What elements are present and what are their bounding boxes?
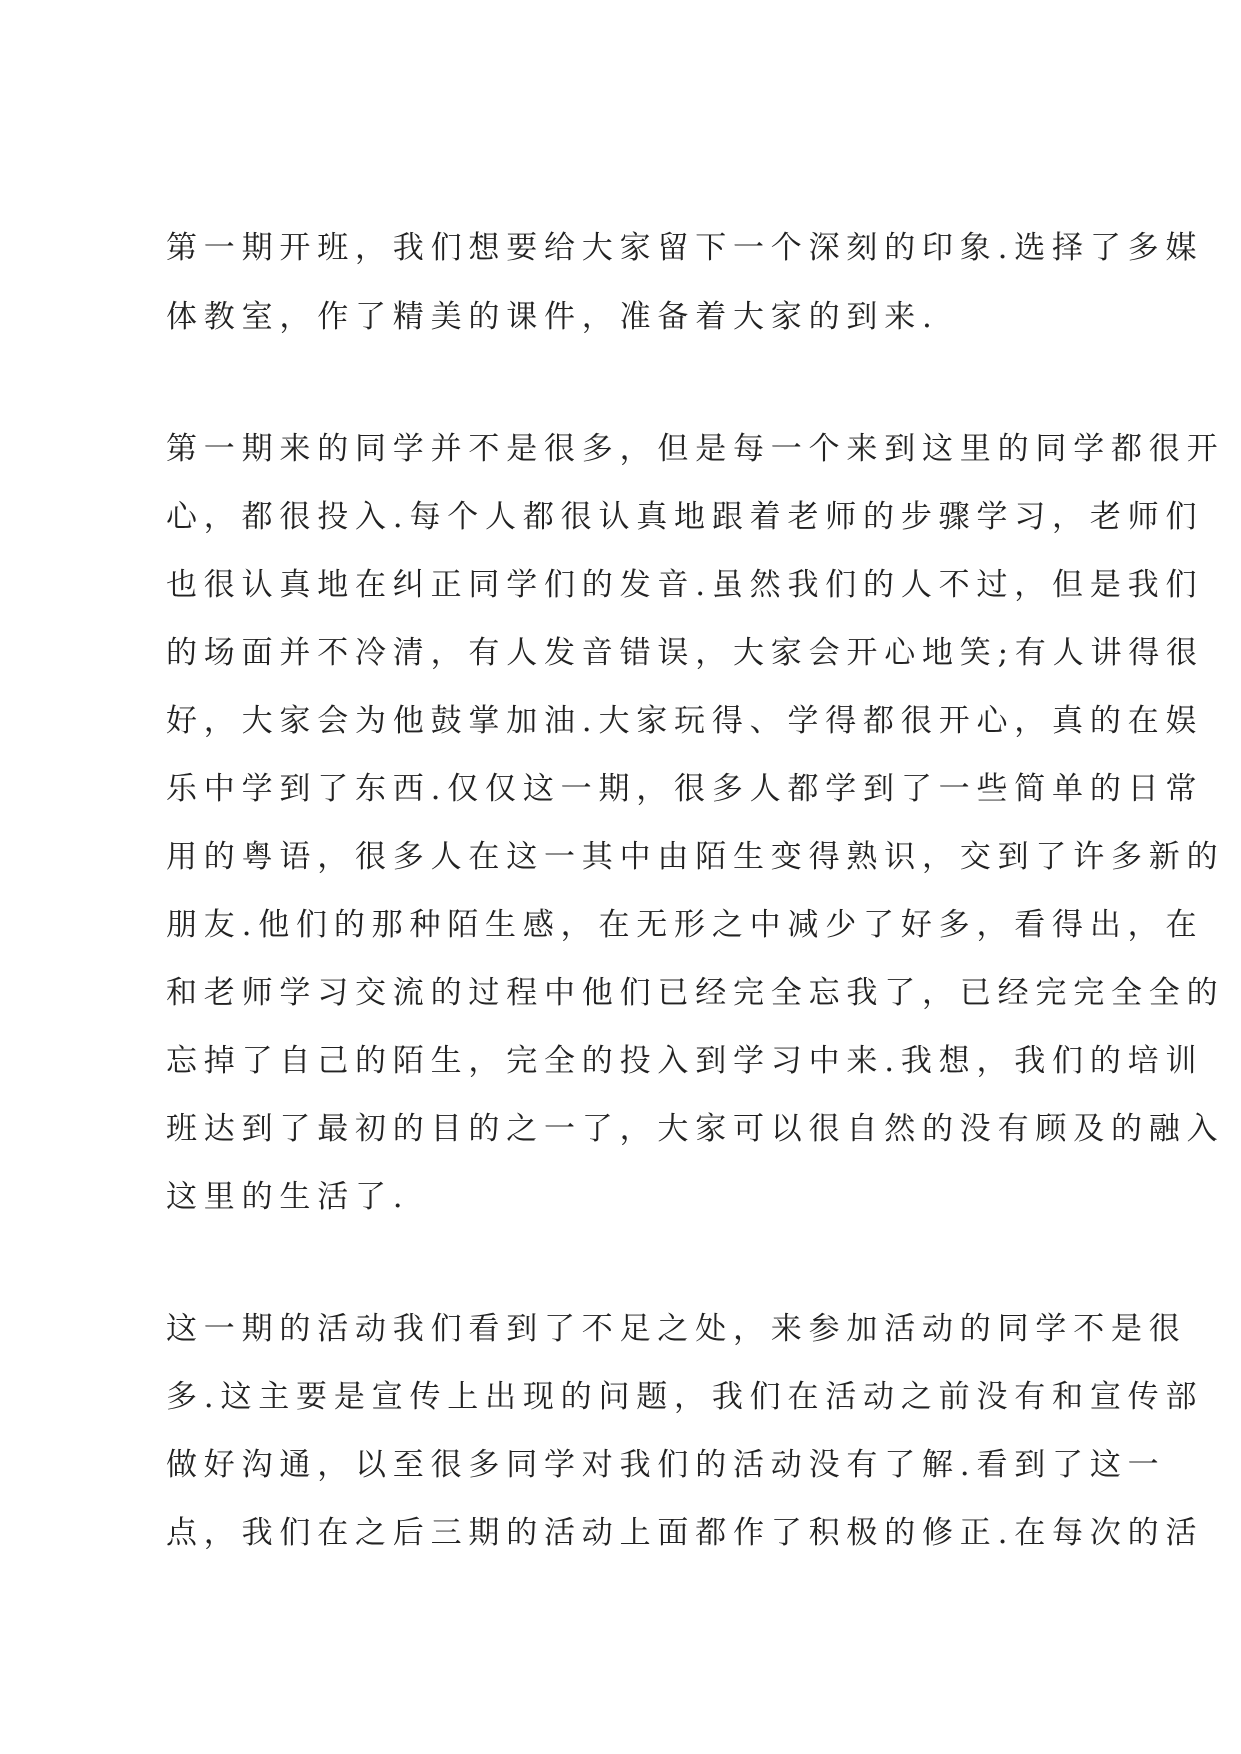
text-line: 这里的生活了.	[166, 1179, 410, 1215]
text-line: 的场面并不冷清，有人发音错误，大家会开心地笑;有人讲得很	[166, 635, 1204, 671]
text-line: 好，大家会为他鼓掌加油.大家玩得、学得都很开心，真的在娱	[166, 703, 1204, 739]
text-line: 多.这主要是宣传上出现的问题，我们在活动之前没有和宣传部	[166, 1379, 1204, 1415]
text-line: 心，都很投入.每个人都很认真地跟着老师的步骤学习，老师们	[166, 499, 1204, 535]
text-line: 也很认真地在纠正同学们的发音.虽然我们的人不过，但是我们	[166, 567, 1204, 603]
text-line: 第一期开班，我们想要给大家留下一个深刻的印象.选择了多媒	[166, 230, 1204, 266]
text-line: 第一期来的同学并不是很多，但是每一个来到这里的同学都很开	[166, 431, 1225, 467]
text-line: 忘掉了自己的陌生，完全的投入到学习中来.我想，我们的培训	[166, 1043, 1204, 1079]
text-line: 和老师学习交流的过程中他们已经完全忘我了，已经完完全全的	[166, 975, 1225, 1011]
text-line: 乐中学到了东西.仅仅这一期，很多人都学到了一些简单的日常	[166, 771, 1204, 807]
text-line: 体教室，作了精美的课件，准备着大家的到来.	[166, 299, 939, 335]
text-line: 朋友.他们的那种陌生感，在无形之中减少了好多，看得出，在	[166, 907, 1204, 943]
text-line: 这一期的活动我们看到了不足之处，来参加活动的同学不是很	[166, 1311, 1187, 1347]
text-line: 班达到了最初的目的之一了，大家可以很自然的没有顾及的融入	[166, 1111, 1225, 1147]
text-line: 做好沟通，以至很多同学对我们的活动没有了解.看到了这一	[166, 1447, 1166, 1483]
text-line: 点，我们在之后三期的活动上面都作了积极的修正.在每次的活	[166, 1515, 1204, 1551]
text-line: 用的粤语，很多人在这一其中由陌生变得熟识，交到了许多新的	[166, 839, 1225, 875]
